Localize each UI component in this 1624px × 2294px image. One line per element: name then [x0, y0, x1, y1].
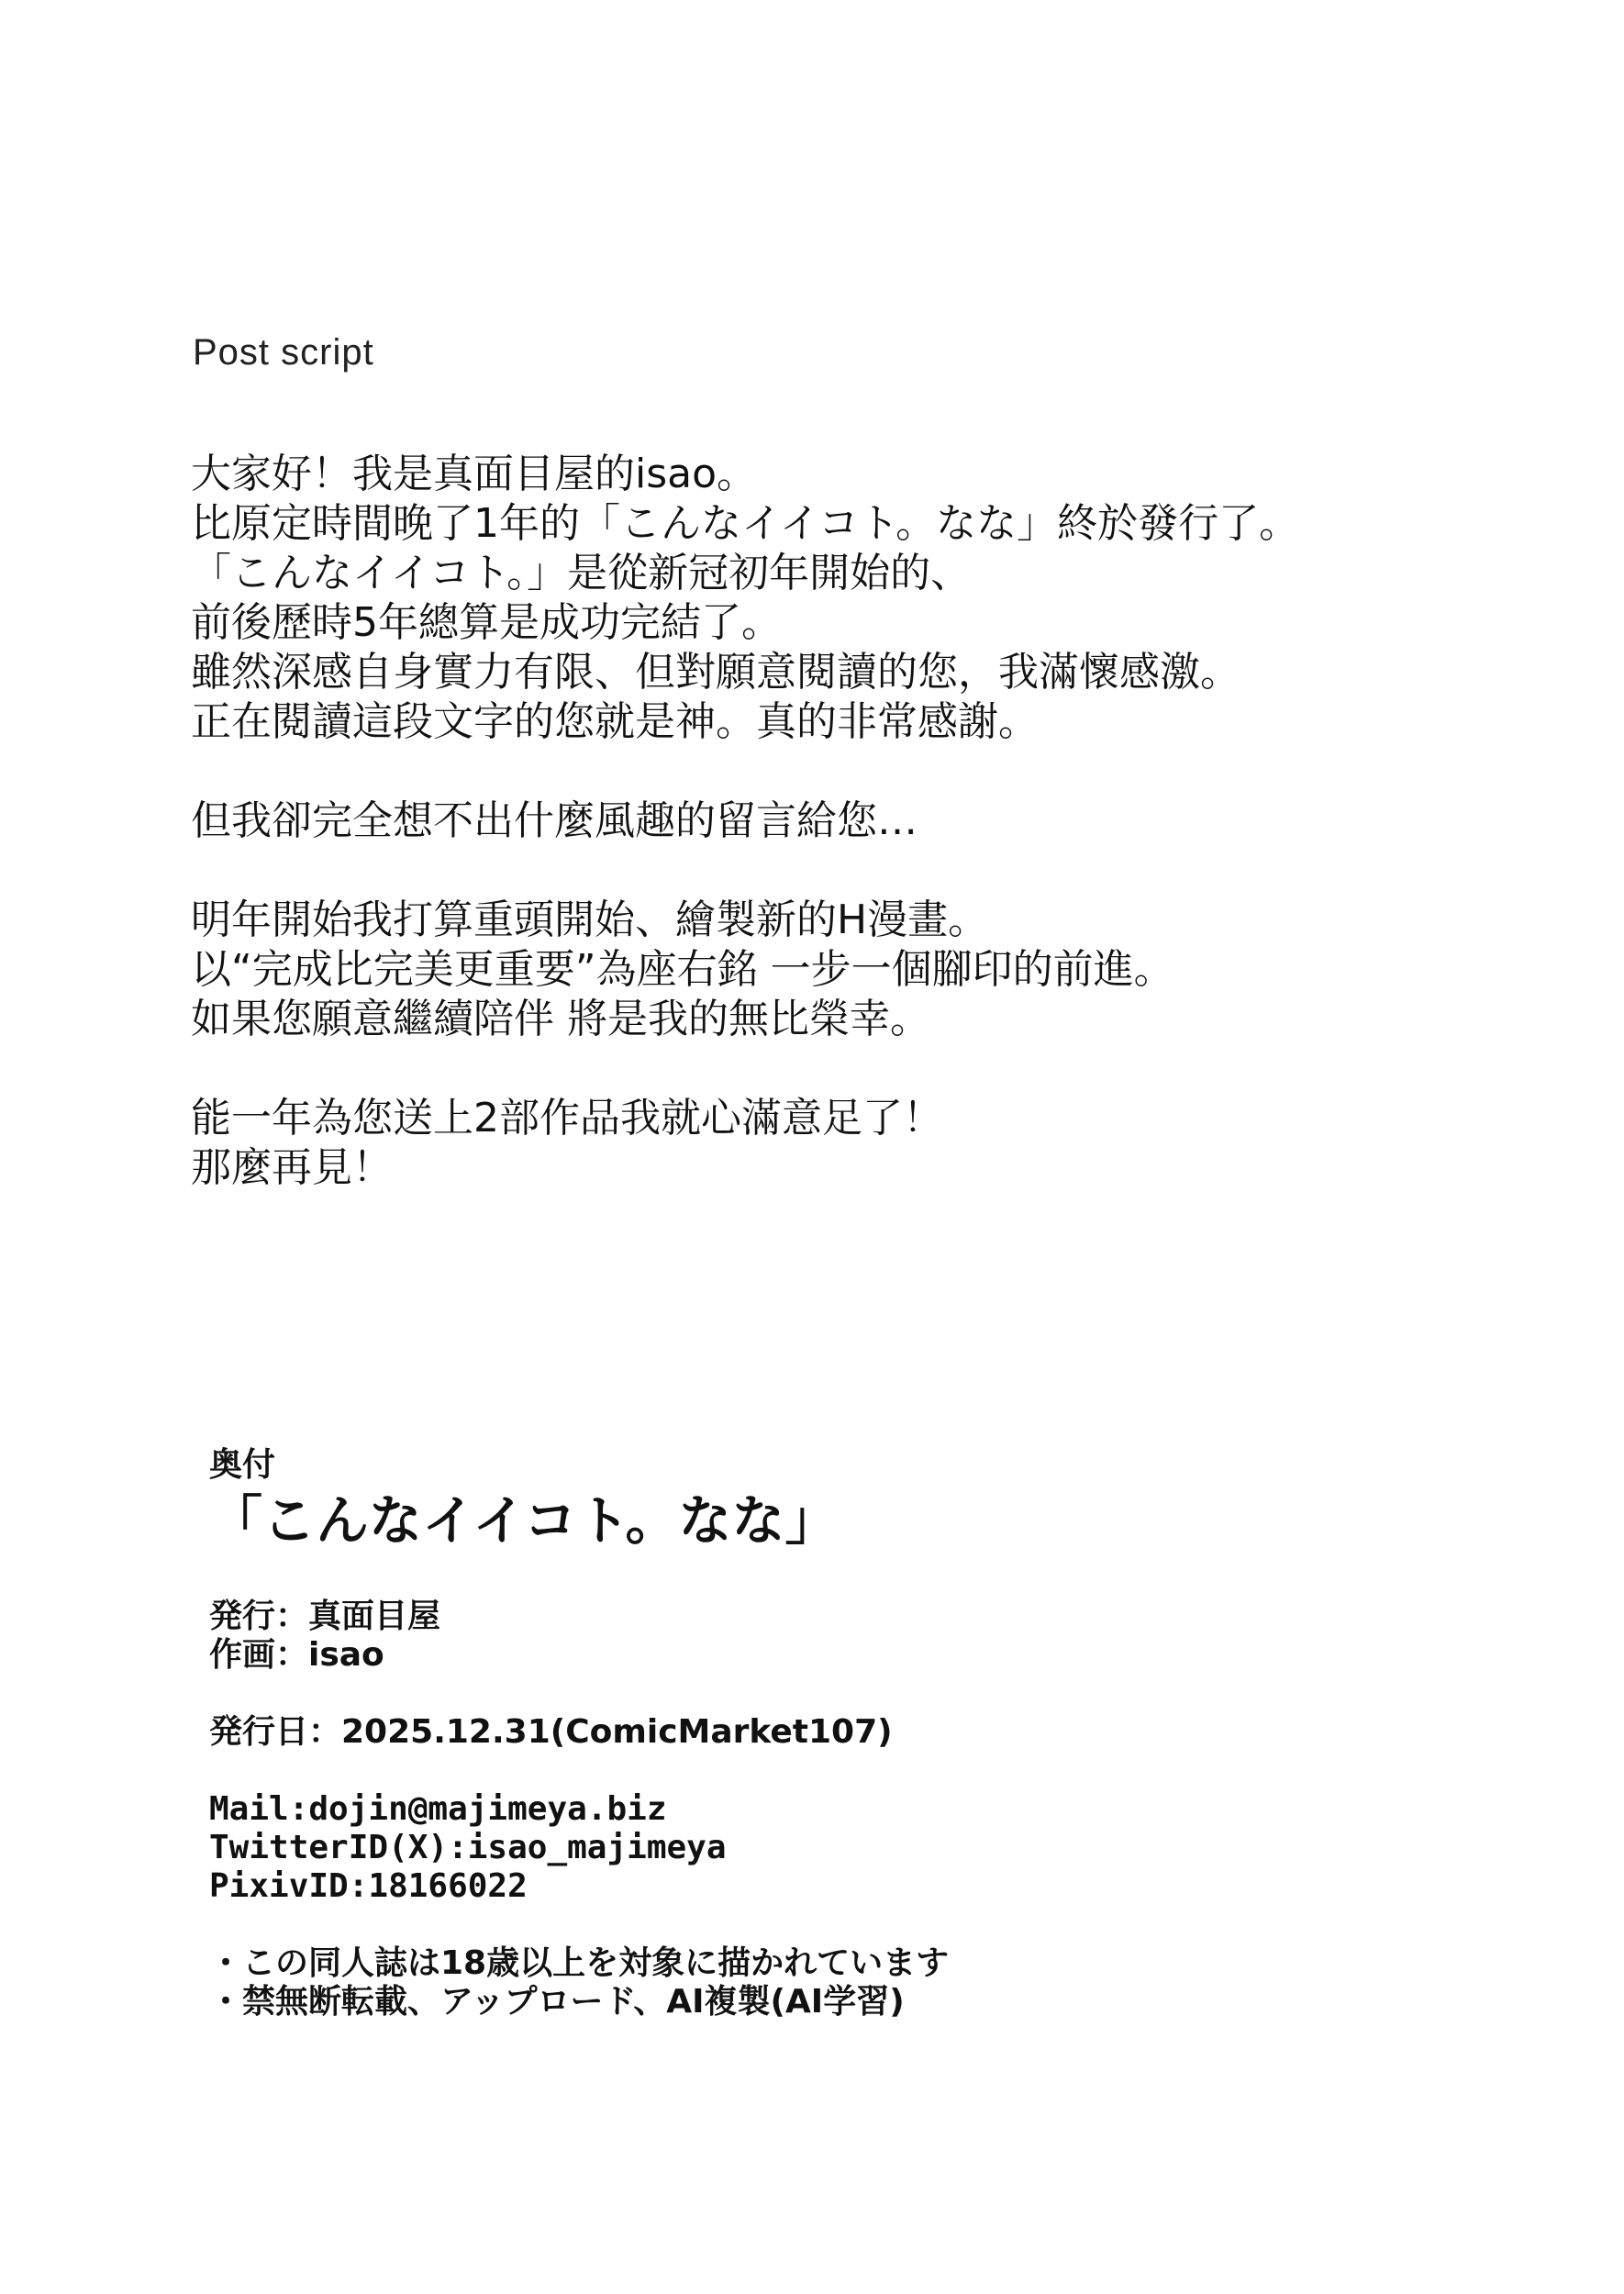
message-line: 比原定時間晚了1年的「こんなイイコト。なな」終於發行了。	[191, 500, 1300, 547]
twitter-line: TwitterID(X):isao_majimeya	[209, 1829, 727, 1866]
message-line: 能一年為您送上2部作品我就心滿意足了！	[191, 1095, 943, 1141]
message-line: 以“完成比完美更重要”為座右銘 一步一個腳印的前進。	[191, 946, 1174, 993]
reprint-notice: ・禁無断転載、アップロード、AI複製(AI学習)	[209, 1983, 905, 2021]
pixiv-line: PixivID:18166022	[209, 1867, 528, 1905]
message-line: 正在閱讀這段文字的您就是神。真的非常感謝。	[191, 698, 1039, 745]
message-line: 明年開始我打算重頭開始、繪製新的H漫畫。	[191, 896, 989, 943]
blank-line	[191, 1044, 1475, 1094]
message-line: 如果您願意繼續陪伴 將是我的無比榮幸。	[191, 996, 930, 1042]
message-line: 前後歷時5年總算是成功完結了。	[191, 599, 782, 646]
artist-line: 作画：isao	[209, 1636, 384, 1674]
blank-line	[191, 846, 1475, 896]
colophon-title: 「こんなイイコト。なな」	[209, 1489, 839, 1552]
blank-line	[191, 747, 1475, 796]
publisher-line: 発行：真面目屋	[209, 1598, 441, 1635]
mail-line: Mail:dojin@majimeya.biz	[209, 1790, 667, 1828]
message-line: 但我卻完全想不出什麼風趣的留言給您…	[191, 797, 918, 844]
message-line: 雖然深感自身實力有限、但對願意閱讀的您，我滿懷感激。	[191, 649, 1240, 696]
colophon	[209, 1445, 1494, 2021]
credits-block	[209, 1598, 1494, 2021]
colophon-label: 奥付	[209, 1446, 276, 1484]
age-notice: ・この同人誌は18歳以上を対象に描かれています	[209, 1944, 950, 1982]
message-line: 「こんなイイコト。」是從新冠初年開始的、	[191, 550, 972, 596]
message-line: 大家好！我是真面目屋的isao。	[191, 451, 758, 497]
postscript-message	[191, 450, 1475, 1193]
publish-date-line: 発行日：2025.12.31(ComicMarket107)	[209, 1713, 893, 1751]
postscript-heading: Post script	[193, 332, 374, 373]
message-line: 那麼再見！	[191, 1144, 393, 1191]
